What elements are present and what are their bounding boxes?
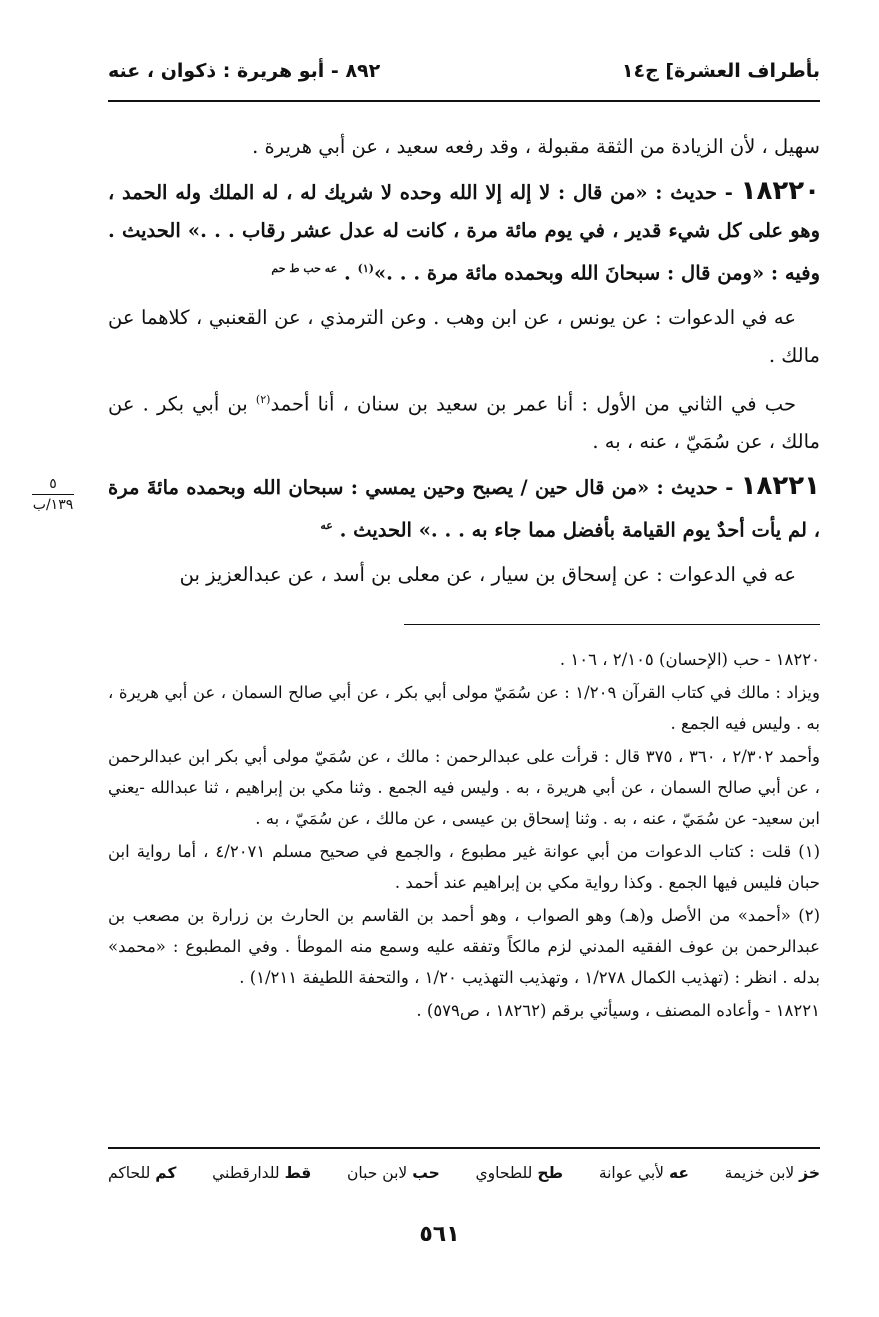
footnote-5: (٢) «أحمد» من الأصل و(هـ) وهو الصواب ، وهو أحمد بن القاسم بن الحارث بن زرارة بن مصعب بن عبدالرحمن بن عوف الفقيه المدني لزم مالكاً وتفقه عليه وسمع منه الموطأ . وفي المطبوع : «محمد» بدله . انظر : (تهذيب الكمال ١/٢٧٨ ، وتهذيب التهذيب ١/٢٠ ، والتحفة اللطيفة ١/٢١١) . bbox=[108, 906, 820, 987]
main-text bbox=[108, 128, 820, 600]
folio-reference: ١٣٩/ب bbox=[32, 497, 74, 513]
hadith-18220: ١٨٢٢٠ - حديث : «من قال : لا إله إلا الله وحده لا شريك له ، له الملك وله الحمد ، وهو على كل شيء قدير ، في يوم مائة مرة ، كانت له عدل عشر رقاب . . .» الحديث . وفيه : «ومن قال : سبحانَ الله وبحمده مائة مرة . . .»$^{(١)}$ . $^{عه حب ط حم}$ bbox=[108, 176, 820, 285]
abbr-item: قط للدارقطني bbox=[212, 1164, 312, 1182]
footnote-6: ١٨٢٢١ - وأعاده المصنف ، وسيأتي برقم (١٨٢٦٢ ، ص٥٧٩) . bbox=[416, 1001, 820, 1020]
hadith-number: ١٨٢٢٠ bbox=[740, 176, 820, 206]
folio-line-number: ٥ bbox=[49, 476, 57, 492]
isnad-text-b: بن أبي بكر . عن مالك ، عن سُمَيّ ، عنه ، به . bbox=[108, 392, 820, 453]
paragraph-isnad-3: عه في الدعوات : عن إسحاق بن سيار ، عن معلى بن أسد ، عن عبدالعزيز بن bbox=[179, 562, 796, 586]
abbreviation-key bbox=[108, 1164, 820, 1182]
footnotes bbox=[108, 644, 820, 1028]
paragraph-isnad-2 bbox=[108, 381, 820, 462]
abbreviation-rule bbox=[108, 1147, 820, 1149]
hadith-text: - حديث : «من قال حين / يصبح وحين يمسي : سبحان الله وبحمده مائةَ مرة ، لم يأت أحدٌ يوم القيامة بأفضل مما جاء به . . .» الحديث . bbox=[108, 476, 820, 542]
footnote-marker: (١) bbox=[357, 262, 374, 275]
footnote-marker: (٢) bbox=[255, 392, 271, 406]
paragraph-isnad-1: عه في الدعوات : عن يونس ، عن ابن وهب . وعن الترمذي ، عن القعنبي ، كلاهما عن مالك . bbox=[108, 305, 820, 367]
abbr-item: خز لابن خزيمة bbox=[724, 1164, 820, 1182]
footnote-3: وأحمد ٢/٣٠٢ ، ٣٦٠ ، ٣٧٥ قال : قرأت على عبدالرحمن : مالك ، عن سُمَيّ مولى أبي بكر ابن عبدالرحمن ، عن أبي صالح السمان ، عن أبي هريرة ، به . وليس فيه الجمع . وثنا مكي بن إبراهيم ، ثنا عبدالله -يعني ابن سعيد- عن سُمَيّ ، عنه ، به . وثنا إسحاق بن عيسى ، عن مالك ، عن سُمَيّ ، به . bbox=[108, 747, 820, 828]
hadith-text: - حديث : «من قال : لا إله إلا الله وحده لا شريك له ، له الملك وله الحمد ، وهو على كل شيء قدير ، في يوم مائة مرة ، كانت له عدل عشر رقاب . . .» الحديث . وفيه : «ومن قال : سبحانَ الله وبحمده مائة مرة . . .» bbox=[108, 181, 820, 285]
page-number: ٥٦١ bbox=[419, 1222, 460, 1247]
source-symbols: عه bbox=[320, 519, 333, 532]
hadith-number: ١٨٢٢١ bbox=[740, 471, 820, 501]
header-book-title: بأطراف العشرة] ج١٤ bbox=[621, 60, 820, 82]
running-header bbox=[108, 58, 820, 92]
abbr-item: حب لابن حبان bbox=[347, 1164, 440, 1182]
footnote-1: ١٨٢٢٠ - حب (الإحسان) ٢/١٠٥ ، ١٠٦ . bbox=[559, 650, 820, 669]
abbr-item: طح للطحاوي bbox=[475, 1164, 564, 1182]
paragraph-continuation: سهيل ، لأن الزيادة من الثقة مقبولة ، وقد رفعه سعيد ، عن أبي هريرة . bbox=[252, 135, 820, 158]
abbr-item: عه لأبي عوانة bbox=[598, 1164, 689, 1182]
isnad-text-a: حب في الثاني من الأول : أنا عمر بن سعيد بن سنان ، أنا أحمد bbox=[270, 392, 797, 415]
footnote-separator bbox=[404, 624, 820, 625]
header-rule bbox=[108, 100, 820, 102]
footnote-2: ويزاد : مالك في كتاب القرآن ١/٢٠٩ : عن سُمَيّ مولى أبي بكر ، عن أبي صالح السمان ، عن أبي هريرة ، به . وليس فيه الجمع . bbox=[108, 683, 820, 733]
folio-divider bbox=[32, 494, 74, 495]
hadith-18221 bbox=[108, 467, 820, 550]
source-symbols: عه حب ط حم bbox=[271, 262, 338, 275]
manuscript-folio-note bbox=[26, 476, 80, 513]
footnote-4: (١) قلت : كتاب الدعوات من أبي عوانة غير مطبوع ، والجمع في صحيح مسلم ٤/٢٠٧١ ، أما رواية ابن حبان فليس فيها الجمع . وكذا رواية مكي بن إبراهيم عند أحمد . bbox=[108, 842, 820, 892]
abbr-item: كم للحاكم bbox=[108, 1164, 177, 1182]
header-section-title: ٨٩٢ - أبو هريرة : ذكوان ، عنه bbox=[108, 60, 381, 82]
